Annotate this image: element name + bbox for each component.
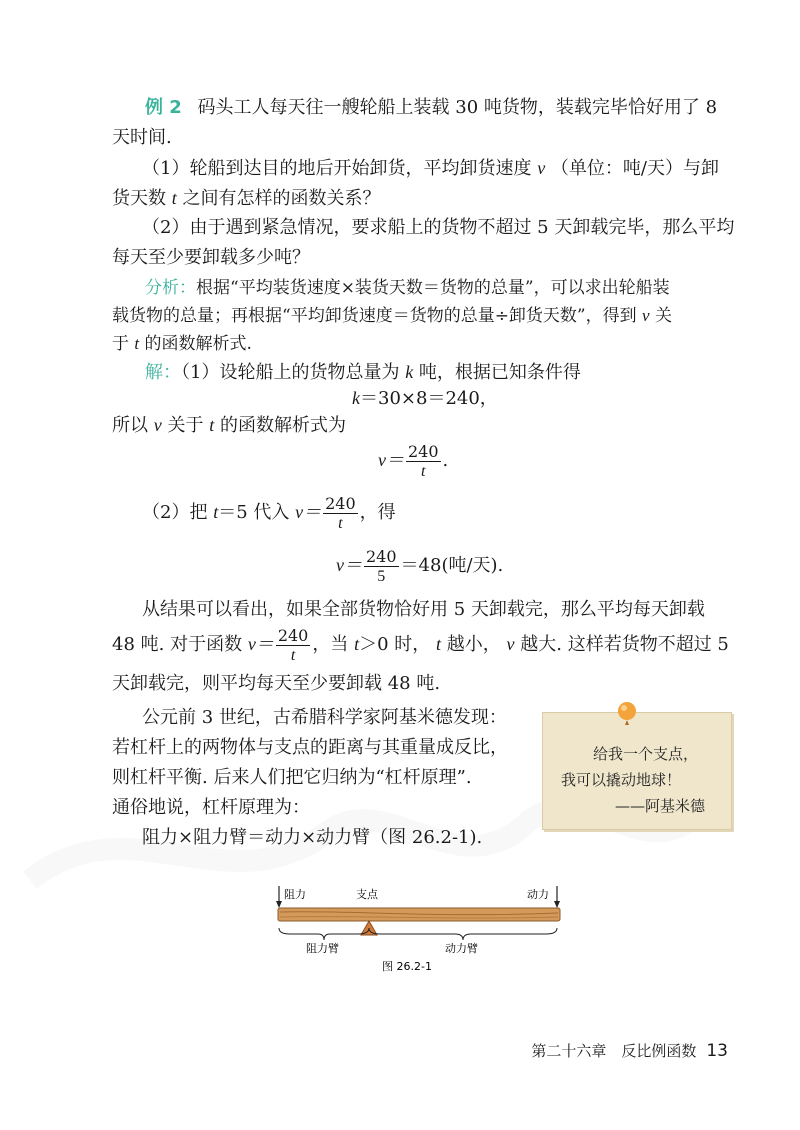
page-number: 13 xyxy=(706,1041,728,1061)
equation-v-function: v＝ $\frac{240}{t}$ . xyxy=(378,441,449,480)
example-stem-line1: 例 2 码头工人每天往一艘轮船上装载 30 吨货物，装载完毕恰好用了 8 xyxy=(145,97,718,118)
effort-arrowhead xyxy=(554,901,560,908)
analysis-line2: 载货物的总量；再根据“平均卸货速度＝货物的总量÷卸货天数”，得到 v 关 xyxy=(112,306,672,326)
question-2-line1: （2）由于遇到紧急情况，要求船上的货物不超过 5 天卸载完毕，那么平均 xyxy=(142,217,735,238)
solution-label: 解： xyxy=(145,362,181,383)
example-label: 例 2 xyxy=(145,97,182,118)
effort-arm-brace xyxy=(369,928,557,940)
lever-line5: 阻力×阻力臂＝动力×动力臂（图 26.2-1). xyxy=(142,827,483,848)
quote-line1: 给我一个支点， xyxy=(593,745,699,763)
conclusion-line2: 48 吨. 对于函数 v＝ $\frac{240}{t}$ ，当 t＞0 时， t 越小， v 越大. 这样若货物不超过 5 xyxy=(112,625,729,664)
effort-arm-label: 动力臂 xyxy=(445,942,478,955)
fraction-240-over-t: $\frac{240}{t}$ xyxy=(408,441,439,480)
analysis-label: 分析： xyxy=(145,278,196,298)
conclusion-line1: 从结果可以看出，如果全部货物恰好用 5 天卸载完，那么平均每天卸载 xyxy=(142,599,705,620)
resistance-arm-label: 阻力臂 xyxy=(306,942,339,955)
fraction-240-over-t-conclusion: $\frac{240}{t}$ xyxy=(277,625,309,664)
equation-k: k＝30×8＝240， xyxy=(352,388,498,409)
quote-note-card xyxy=(542,712,732,830)
solution-line2: 所以 v 关于 t 的函数解析式为 xyxy=(112,415,346,436)
resistance-label: 阻力 xyxy=(284,888,306,901)
solution-line1: 解：（1）设轮船上的货物总量为 k 吨，根据已知条件得 xyxy=(145,362,581,383)
solution-line3: （2）把 t＝5 代入 v＝ $\frac{240}{t}$ ，得 xyxy=(142,493,396,532)
quote-author: ——阿基米德 xyxy=(615,797,706,815)
pushpin-icon xyxy=(614,700,640,726)
chapter-title: 第二十六章 反比例函数 xyxy=(531,1042,697,1060)
conclusion-line3: 天卸载完，则平均每天至少要卸载 48 吨. xyxy=(112,673,441,694)
example-stem-line2: 天时间. xyxy=(112,127,172,148)
equation-v-48: v＝ $\frac{240}{5}$ ＝48(吨/天). xyxy=(336,546,504,585)
question-2-line2: 每天至少要卸载多少吨？ xyxy=(112,247,310,268)
question-1-line2: 货天数 t 之间有怎样的函数关系？ xyxy=(112,188,381,209)
lever-diagram xyxy=(270,884,570,976)
lever-line2: 若杠杆上的两物体与支点的距离与其重量成反比， xyxy=(112,737,508,758)
fraction-240-over-t-inline: $\frac{240}{t}$ xyxy=(325,493,356,532)
resistance-arrowhead xyxy=(276,901,282,908)
quote-line2: 我可以撬动地球！ xyxy=(561,771,682,789)
page-footer xyxy=(531,1040,728,1061)
analysis-line1: 分析：根据“平均装货速度×装货天数＝货物的总量”，可以求出轮船装 xyxy=(145,278,670,298)
fulcrum-label: 支点 xyxy=(356,888,378,901)
analysis-line3: 于 t 的函数解析式. xyxy=(112,334,252,354)
fraction-240-over-5: $\frac{240}{5}$ xyxy=(366,546,397,585)
lever-line4: 通俗地说，杠杆原理为： xyxy=(112,797,310,818)
figure-caption: 图 26.2-1 xyxy=(382,960,432,973)
resistance-arm-brace xyxy=(279,928,369,940)
lever-line1: 公元前 3 世纪，古希腊科学家阿基米德发现： xyxy=(142,707,507,728)
question-1-line1: （1）轮船到达目的地后开始卸货，平均卸货速度 v （单位：吨/天）与卸 xyxy=(142,158,719,179)
effort-label: 动力 xyxy=(527,888,549,901)
lever-line3: 则杠杆平衡. 后来人们把它归纳为“杠杆原理”. xyxy=(112,767,472,788)
